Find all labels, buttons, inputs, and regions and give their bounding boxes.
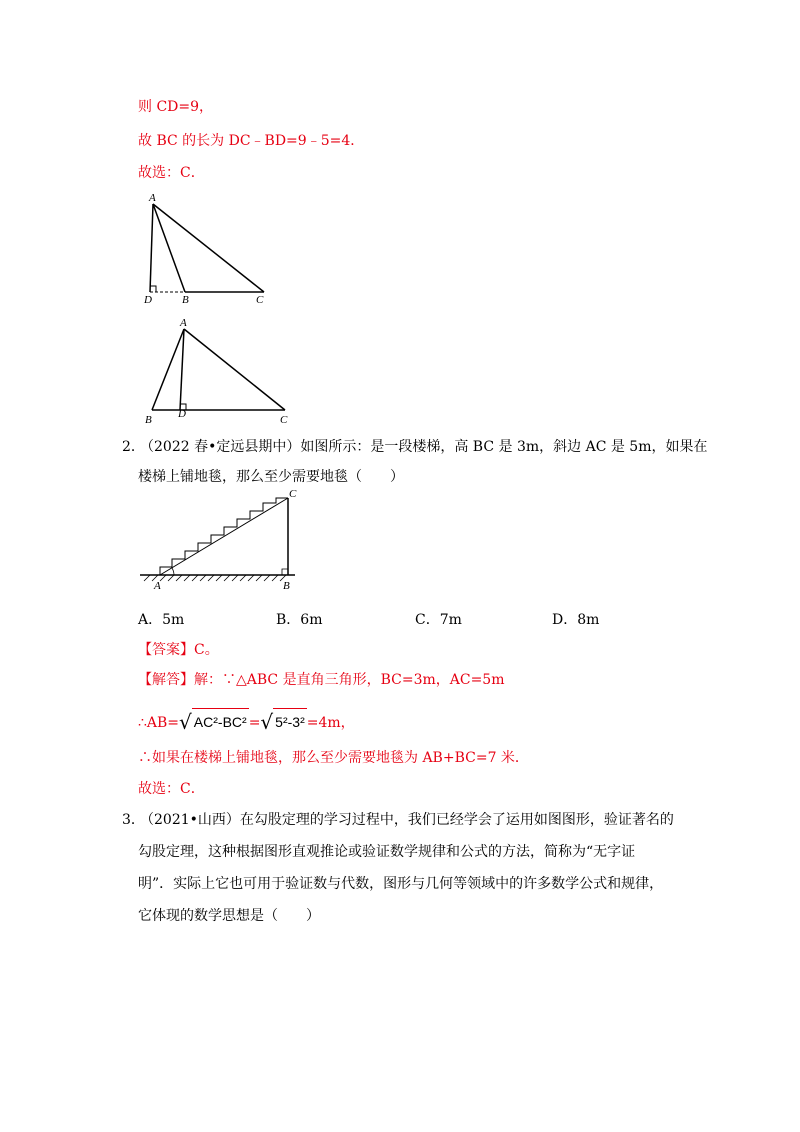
vertex-label-d: D	[144, 294, 152, 306]
vertex-label-c: C	[256, 294, 264, 306]
triangle-figure-acute	[140, 315, 300, 430]
option-value: 5m	[162, 612, 185, 628]
question-stem-line: （2022 春•定远县期中）如图所示：是一段楼梯，高 BC 是 3m，斜边 AC 是 5m，如果在	[140, 439, 708, 455]
option-b[interactable]	[276, 610, 322, 630]
vertex-label-c: C	[289, 488, 297, 500]
radicand: AC²-BC²	[192, 708, 249, 735]
question-stem-line: 它体现的数学思想是（ ）	[138, 908, 320, 924]
question-stem-line: 楼梯上铺地毯，那么至少需要地毯（ ）	[138, 469, 404, 485]
option-letter: C．	[415, 612, 440, 628]
triangle-figure-obtuse	[140, 190, 280, 305]
sqrt-sign: √	[179, 710, 192, 734]
question-stem-line: 明”．实际上它也可用于验证数与代数，图形与几何等领域中的许多数学公式和规律，	[138, 876, 664, 892]
option-c[interactable]	[415, 610, 462, 630]
option-a[interactable]	[138, 610, 184, 630]
answer-value: C。	[194, 642, 219, 658]
staircase-figure	[140, 488, 300, 593]
formula-left: ∴AB=	[138, 715, 180, 731]
formula-result: =4m，	[306, 715, 355, 731]
explanation-tag: 【解答】	[138, 672, 194, 688]
option-value: 7m	[439, 612, 462, 628]
option-value: 8m	[577, 612, 600, 628]
vertex-label-a: A	[154, 580, 161, 592]
formula-line	[138, 708, 355, 736]
option-letter: B．	[276, 612, 301, 628]
vertex-label-a: A	[149, 192, 156, 204]
vertex-label-b: B	[283, 580, 290, 592]
radicand: 5²-3²	[273, 708, 307, 735]
explanation-text: 解：∵△ABC 是直角三角形，BC=3m，AC=5m	[194, 672, 505, 688]
choice-line: 故选：C．	[138, 781, 205, 797]
vertex-label-d: D	[178, 408, 186, 420]
vertex-label-b: B	[145, 414, 152, 426]
solution-line-bc-length: 故 BC 的长为 DC﹣BD=9﹣5=4．	[138, 133, 365, 149]
option-letter: D．	[552, 612, 578, 628]
option-letter: A．	[138, 612, 163, 628]
vertex-label-a: A	[180, 317, 187, 329]
option-value: 6m	[300, 612, 323, 628]
conclusion-line: ∴如果在楼梯上铺地毯，那么至少需要地毯为 AB+BC=7 米．	[138, 750, 529, 766]
option-d[interactable]	[552, 610, 599, 630]
vertex-label-c: C	[280, 414, 288, 426]
question-number: 3．	[122, 812, 145, 828]
vertex-label-b: B	[182, 294, 189, 306]
answer-line	[138, 640, 219, 660]
question-number: 2．	[122, 439, 145, 455]
answer-tag: 【答案】	[138, 642, 194, 658]
formula-equals: =	[248, 715, 261, 731]
explanation-line	[138, 670, 505, 690]
solution-line-choice: 故选：C．	[138, 165, 205, 181]
solution-line-cd: 则 CD=9，	[138, 99, 214, 115]
question-stem-line: 勾股定理，这种根据图形直观推论或验证数学规律和公式的方法，简称为“无字证	[138, 844, 636, 860]
sqrt-sign: √	[260, 710, 274, 734]
question-stem-line: （2021•山西）在勾股定理的学习过程中，我们已经学会了运用如图图形，验证著名的	[140, 812, 674, 828]
